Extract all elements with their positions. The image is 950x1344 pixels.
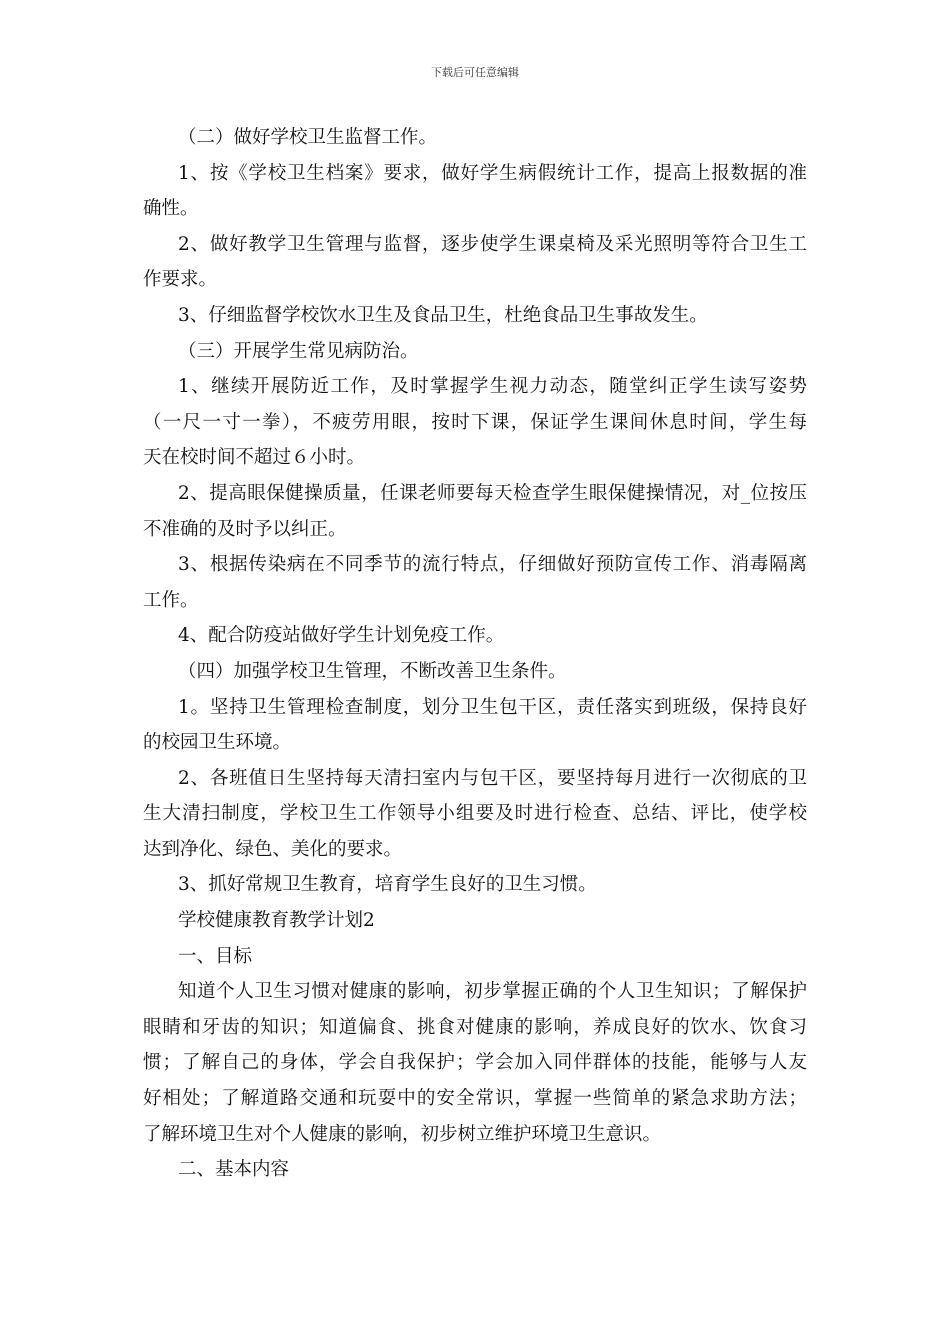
- paragraph-line: 生大清扫制度，学校卫生工作领导小组要及时进行检查、总结、评比，使学校: [143, 803, 807, 825]
- paragraph-line: 惯；了解自己的身体，学会自我保护；学会加入同伴群体的技能，能够与人友: [143, 1052, 807, 1074]
- paragraph-line: 2、各班值日生坚持每天清扫室内与包干区，要坚持每月进行一次彻底的卫: [178, 767, 807, 789]
- paragraph-line: 1、继续开展防近工作，及时掌握学生视力动态，随堂纠正学生读写姿势: [178, 376, 807, 398]
- paragraph-line: 3、根据传染病在不同季节的流行特点，仔细做好预防宣传工作、消毒隔离: [178, 554, 807, 576]
- paragraph-line: 知道个人卫生习惯对健康的影响，初步掌握正确的个人卫生知识；了解保护: [178, 981, 807, 1003]
- paragraph-line: 作要求。: [143, 269, 218, 291]
- paragraph-line: 工作。: [143, 589, 199, 611]
- paragraph-line: 4、配合防疫站做好学生计划免疫工作。: [178, 625, 505, 647]
- section-heading-4: （四）加强学校卫生管理，不断改善卫生条件。: [178, 660, 567, 682]
- plan-title: 学校健康教育教学计划2: [178, 910, 375, 932]
- paragraph-line: 达到净化、绿色、美化的要求。: [143, 838, 403, 860]
- paragraph-line: 2、提高眼保健操质量，任课老师要每天检查学生眼保健操情况，对_位按压: [178, 482, 807, 504]
- paragraph-line: 好相处；了解道路交通和玩耍中的安全常识，掌握一些简单的紧急求助方法；: [143, 1088, 807, 1110]
- paragraph-line: 了解环境卫生对个人健康的影响，初步树立维护环境卫生意识。: [143, 1123, 662, 1145]
- section-heading-2: （二）做好学校卫生监督工作。: [178, 127, 438, 148]
- paragraph-line: 不准确的及时予以纠正。: [143, 518, 347, 540]
- paragraph-line: （一尺一寸一拳），不疲劳用眼，按时下课，保证学生课间休息时间，学生每: [143, 411, 807, 433]
- paragraph-line: 眼睛和牙齿的知识；知道偏食、挑食对健康的影响，养成良好的饮水、饮食习: [143, 1016, 807, 1038]
- paragraph-line: 1。坚持卫生管理检查制度，划分卫生包干区，责任落实到班级，保持良好: [178, 696, 807, 718]
- paragraph-line: 的校园卫生环境。: [143, 732, 292, 754]
- heading-basic-content: 二、基本内容: [178, 1159, 290, 1181]
- paragraph-line: 2、做好教学卫生管理与监督，逐步使学生课桌椅及采光照明等符合卫生工: [178, 233, 807, 255]
- document-body: [143, 120, 807, 1188]
- page-header-caption: 下载后可任意编辑: [431, 66, 519, 79]
- paragraph-line: 1、按《学校卫生档案》要求，做好学生病假统计工作，提高上报数据的准: [178, 162, 807, 184]
- paragraph-line: 3、仔细监督学校饮水卫生及食品卫生，杜绝食品卫生事故发生。: [178, 304, 708, 326]
- heading-goals: 一、目标: [178, 945, 253, 967]
- paragraph-line: 确性。: [143, 198, 199, 220]
- paragraph-line: 天在校时间不超过６小时。: [143, 447, 366, 469]
- paragraph-line: 3、抓好常规卫生教育，培育学生良好的卫生习惯。: [178, 874, 597, 896]
- section-heading-3: （三）开展学生常见病防治。: [178, 340, 419, 362]
